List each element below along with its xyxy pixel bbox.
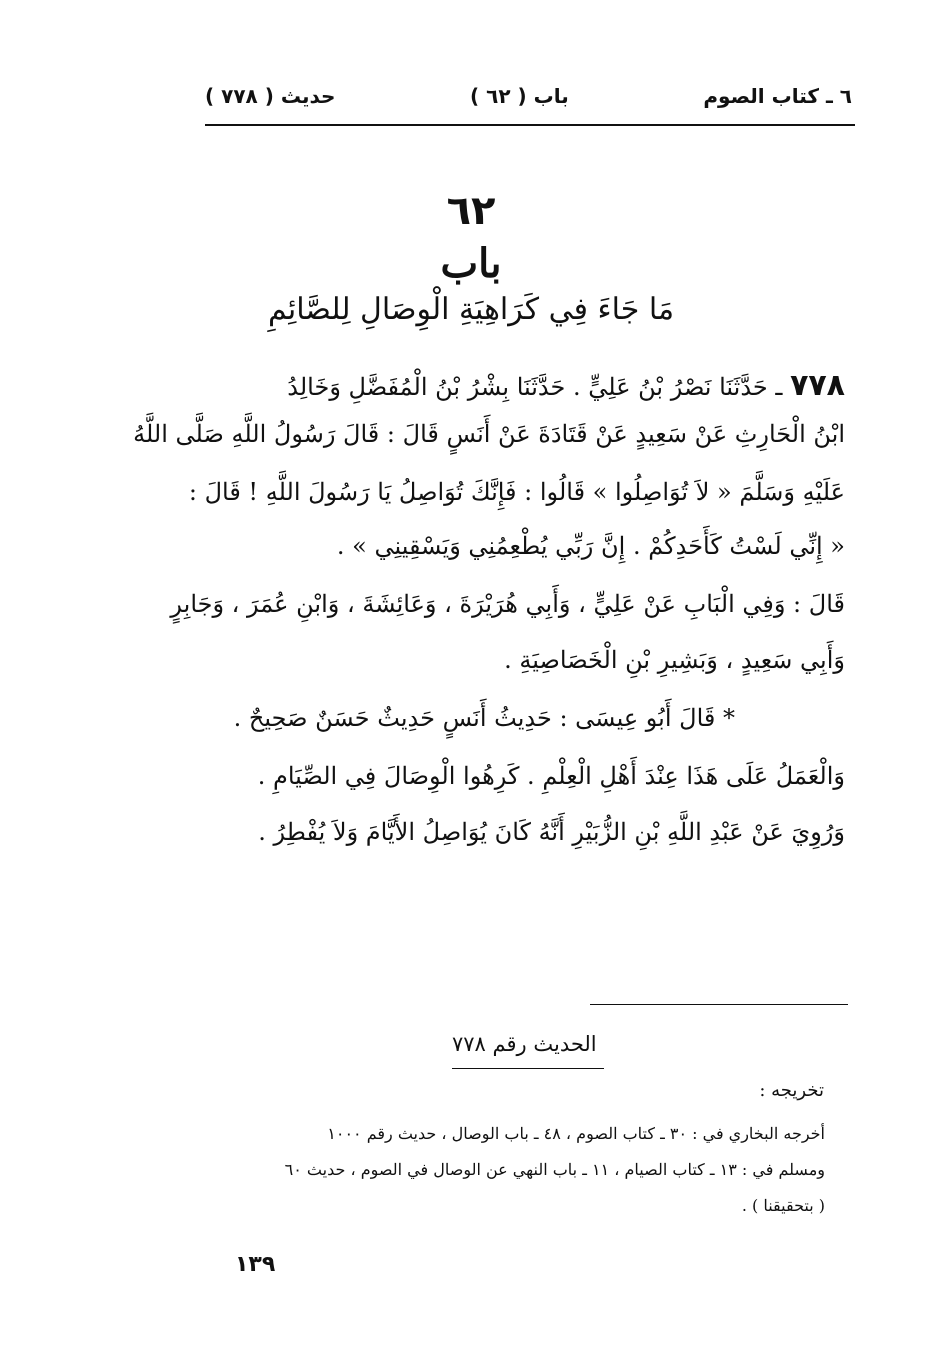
- footnote-line-3: ( بتحقيقنا ) .: [741, 1196, 825, 1215]
- bab-line-1: قَالَ : وَفِي الْبَابِ عَنْ عَلِيٍّ ، وَأَبِي هُرَيْرَةَ ، وَعَائِشَةَ ، وَابْنِ عُمَرَ ، وَجَابِرٍ: [170, 590, 845, 618]
- footnote-heading-underline: [452, 1068, 604, 1069]
- footnote-separator: [590, 1004, 848, 1005]
- running-header-book: ٦ ـ كتاب الصوم: [703, 84, 852, 108]
- header-rule: [205, 124, 855, 126]
- chapter-number: ٦٢: [446, 188, 496, 234]
- grading-line: * قَالَ أَبُو عِيسَى : حَدِيثُ أَنَسٍ حَدِيثٌ حَسَنٌ صَحِيحٌ .: [233, 704, 735, 732]
- running-header-chapter: ( ٦٢ ) باب: [470, 84, 569, 108]
- footnote-line-1: أخرجه البخاري في : ٣٠ ـ كتاب الصوم ، ٤٨ ـ باب الوصال ، حديث رقم ١٠٠٠: [327, 1124, 825, 1143]
- hadith-line-1-text: ـ حَدَّثَنَا نَصْرُ بْنُ عَلِيٍّ . حَدَّثَنَا بِشْرُ بْنُ الْمُفَضَّلِ وَخَالِدُ: [287, 373, 783, 401]
- chapter-word: باب: [440, 240, 502, 287]
- running-header-hadith: ( ٧٧٨ ) حديث: [205, 84, 336, 108]
- chapter-title: مَا جَاءَ فِي كَرَاهِيَةِ الْوِصَالِ لِلصَّائِمِ: [267, 292, 675, 327]
- riwaya-line: وَرُوِيَ عَنْ عَبْدِ اللَّهِ بْنِ الزُّبَيْرِ أَنَّهُ كَانَ يُوَاصِلُ الأَيَّامَ وَلاَ يُفْطِرُ .: [258, 818, 845, 846]
- amal-line: وَالْعَمَلُ عَلَى هَذَا عِنْدَ أَهْلِ الْعِلْمِ . كَرِهُوا الْوِصَالَ فِي الصِّيَامِ .: [257, 762, 845, 790]
- hadith-line-3: عَلَيْهِ وَسَلَّمَ « لاَ تُوَاصِلُوا » قَالُوا : فَإِنَّكَ تُوَاصِلُ يَا رَسُولَ اللَّهِ ! قَالَ :: [188, 478, 845, 506]
- page-number: ١٣٩: [235, 1252, 276, 1277]
- footnote-heading: الحديث رقم ٧٧٨: [452, 1032, 597, 1056]
- footnote-label: تخريجه :: [759, 1080, 824, 1101]
- hadith-line-1: [195, 368, 845, 403]
- hadith-line-2: ابْنُ الْحَارِثِ عَنْ سَعِيدٍ عَنْ قَتَادَةَ عَنْ أَنَسٍ قَالَ : قَالَ رَسُولُ اللَّهِ صَلَّى اللَّهُ: [133, 420, 845, 448]
- footnote-line-2: ومسلم في : ١٣ ـ كتاب الصيام ، ١١ ـ باب النهي عن الوصال في الصوم ، حديث ٦٠: [284, 1160, 825, 1179]
- hadith-line-4: « إِنِّي لَسْتُ كَأَحَدِكُمْ . إِنَّ رَبِّي يُطْعِمُنِي وَيَسْقِينِي » .: [336, 532, 845, 560]
- hadith-number: ٧٧٨: [790, 368, 845, 403]
- bab-line-2: وَأَبِي سَعِيدٍ ، وَبَشِيرِ بْنِ الْخَصَاصِيَةِ .: [504, 646, 845, 674]
